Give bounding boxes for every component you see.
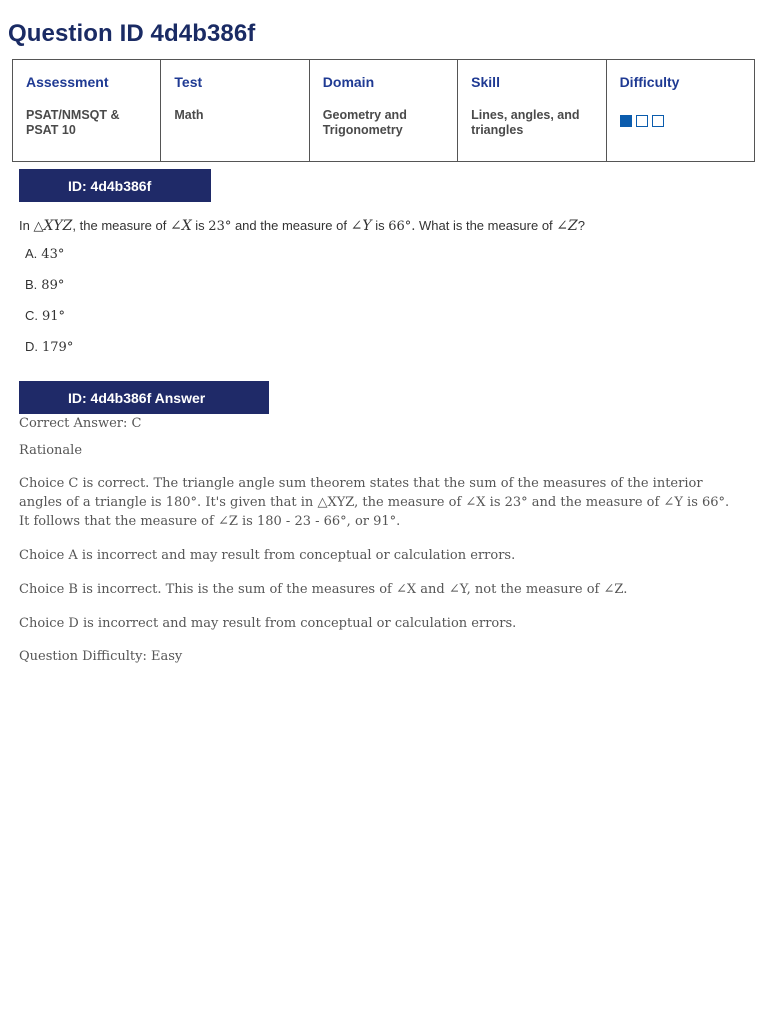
- skill-label: Skill: [471, 74, 500, 90]
- difficulty-indicator: [620, 115, 742, 127]
- difficulty-box-empty: [652, 115, 664, 127]
- assessment-value: PSAT/NMSQT & PSAT 10: [26, 108, 120, 137]
- question-id-bar: ID: 4d4b386f: [19, 169, 211, 202]
- rationale-choice-c: Choice C is correct. The triangle angle sum theorem states that the sum of the measures of the interior angles of a triangle is 180°. It's given that in △XYZ, the measure of ∠X is 23° and the measure of ∠Y is 66°. It follows that the measure of ∠Z is 180 - 23 - 66°, or 91°.: [19, 476, 730, 529]
- domain-cell: [309, 60, 457, 162]
- choice-a: A. 43°: [25, 246, 65, 262]
- correct-answer: Correct Answer: C: [19, 416, 142, 431]
- difficulty-box-filled: [620, 115, 632, 127]
- assessment-cell: [13, 60, 161, 162]
- domain-label: Domain: [322, 74, 375, 90]
- rationale-label: Rationale: [19, 443, 83, 458]
- test-label: Test: [174, 74, 203, 90]
- page-title: Question ID 4d4b386f: [8, 20, 256, 47]
- test-value: Math: [174, 108, 204, 122]
- choice-b: B. 89°: [25, 277, 65, 293]
- difficulty-box-empty: [636, 115, 648, 127]
- domain-value: Geometry and Trigonometry: [322, 108, 407, 137]
- rationale-choice-d: Choice D is incorrect and may result from conceptual or calculation errors.: [19, 616, 517, 631]
- test-cell: [161, 60, 309, 162]
- skill-value: Lines, angles, and triangles: [471, 108, 580, 137]
- rationale-choice-a: Choice A is incorrect and may result from conceptual or calculation errors.: [19, 548, 516, 563]
- question-metadata-table: [12, 59, 755, 162]
- triangle-symbol: △: [33, 218, 44, 233]
- answer-id-bar: ID: 4d4b386f Answer: [19, 381, 269, 414]
- assessment-label: Assessment: [26, 74, 109, 90]
- choice-c: C. 91°: [25, 308, 66, 324]
- question-difficulty: Question Difficulty: Easy: [19, 649, 183, 664]
- choice-d: D. 179°: [25, 339, 74, 355]
- skill-cell: [458, 60, 606, 162]
- difficulty-label: Difficulty: [619, 74, 680, 90]
- question-text: In △XYZ, the measure of ∠X is 23° and the measure of ∠Y is 66°. What is the measure of ∠Z?: [19, 218, 585, 234]
- rationale-choice-b: Choice B is incorrect. This is the sum of the measures of ∠X and ∠Y, not the measure of ∠Z.: [19, 582, 628, 597]
- difficulty-cell: [606, 60, 754, 162]
